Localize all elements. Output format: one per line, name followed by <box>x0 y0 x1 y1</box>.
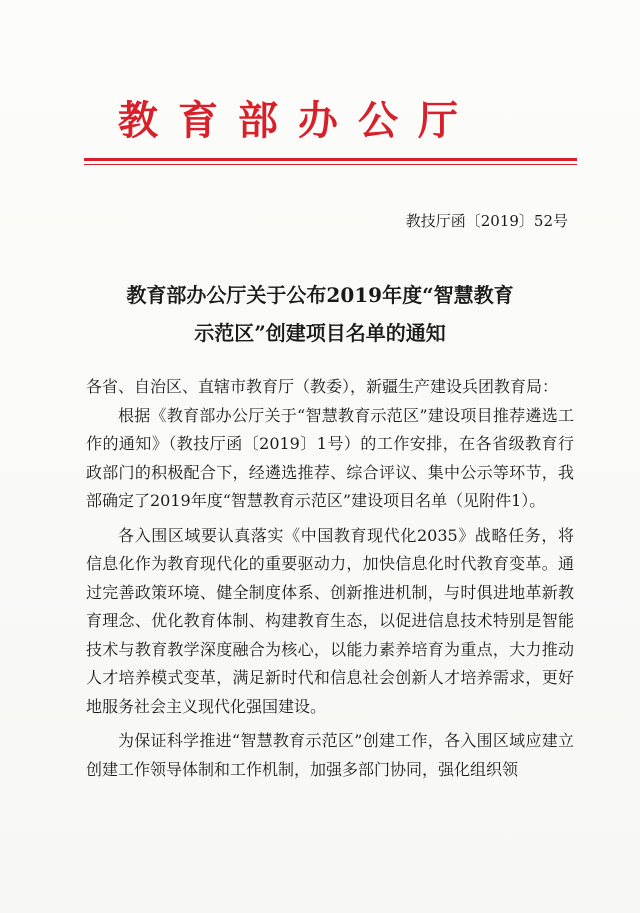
red-header-line <box>84 158 577 161</box>
red-header-line-thin <box>84 164 577 165</box>
notice-title-line: 示范区”创建项目名单的通知 <box>194 321 446 345</box>
body-paragraph: 根据《教育部办公厅关于“智慧教育示范区”建设项目推荐遴选工作的通知》（教技厅函〔2019〕1号）的工作安排，在各省级教育行政部门的积极配合下，经遴选推荐、综合评议、集中公示等环节，我部确定了2019年度“智慧教育示范区”建设项目名单（见附件1）。 <box>86 405 574 510</box>
notice-body <box>86 373 574 784</box>
body-paragraph: 各入围区域要认真落实《中国教育现代化2035》战略任务，将信息化作为教育现代化的重要驱动力，加快信息化时代教育变革。通过完善政策环境、健全制度体系、创新推进机制，与时俱进地革新教育理念、优化教育体制、构建教育生态，以促进信息技术特别是智能技术与教育教学深度融合为核心，以能力素养培育为重点，大力推动人才培养模式变革，满足新时代和信息社会创新人才培养需求，更好地服务社会主义现代化强国建设。 <box>86 525 574 716</box>
body-paragraph: 为保证科学推进“智慧教育示范区”创建工作，各入围区域应建立创建工作领导体制和工作机制，加强多部门协同，强化组织领 <box>86 731 574 779</box>
notice-title <box>80 276 560 352</box>
document-number: 教技厅函〔2019〕52号 <box>405 212 568 230</box>
issuing-organization-header: 教育部办公厅 <box>118 97 478 144</box>
notice-title-line: 教育部办公厅关于公布2019年度“智慧教育 <box>126 283 514 307</box>
salutation: 各省、自治区、直辖市教育厅（教委），新疆生产建设兵团教育局： <box>86 377 559 396</box>
